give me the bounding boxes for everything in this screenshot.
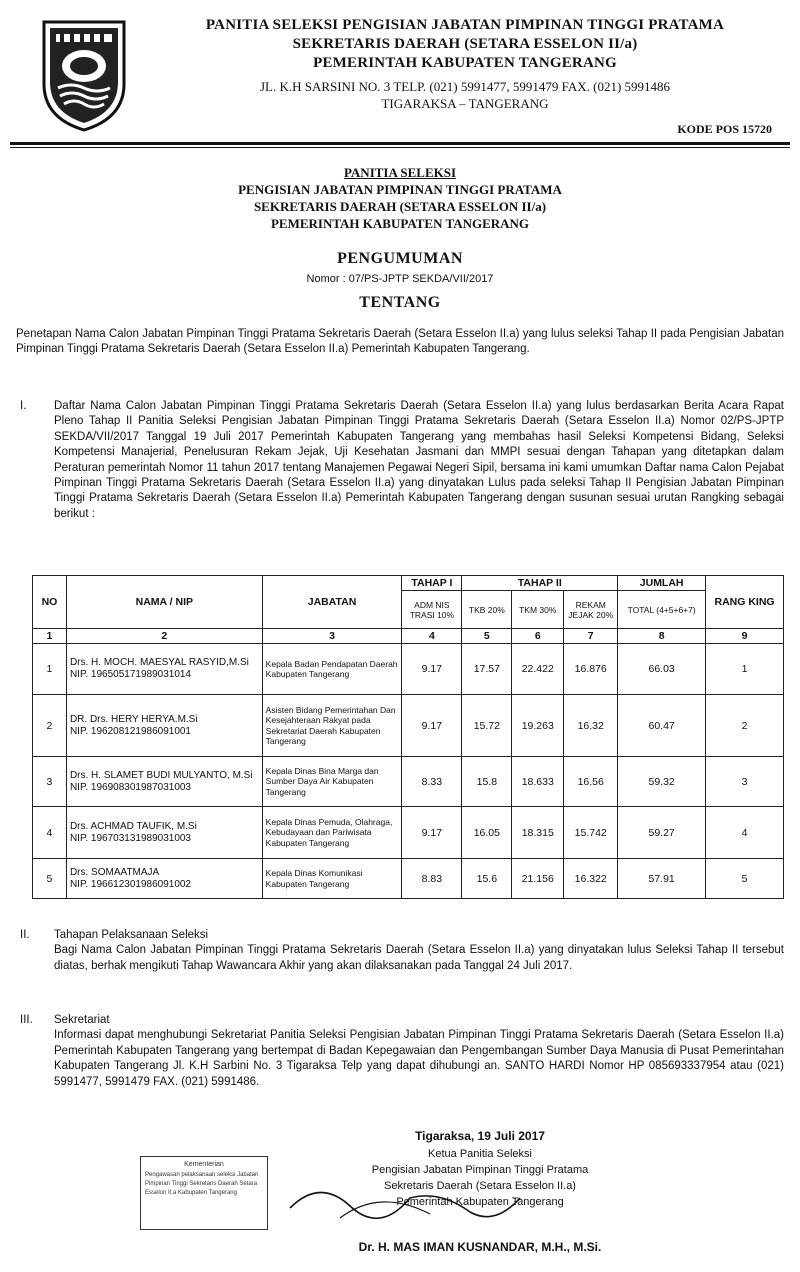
letterhead-divider-thick xyxy=(10,142,790,145)
section-2-number: II. xyxy=(20,929,30,941)
row-total: 60.47 xyxy=(618,695,706,757)
table-row xyxy=(33,644,784,695)
col-header-tahap2: TAHAP II xyxy=(462,576,618,591)
signature-line-1: Ketua Panitia Seleksi xyxy=(428,1148,532,1160)
signature-line-4: Pemerintah Kabupaten Tangerang xyxy=(396,1196,564,1208)
row-total: 57.91 xyxy=(618,859,706,899)
kabupaten-tangerang-emblem xyxy=(38,14,130,132)
intro-paragraph: Penetapan Nama Calon Jabatan Pimpinan Tinggi Pratama Sekretaris Daerah (Setara Esselon II.a) yang lulus seleksi Tahap II pada Pengisian Jabatan Pimpinan Tinggi Pratama Sekretaris Daerah (Setara Esselon II.a) Pemerintah Kabupaten Tangerang. xyxy=(16,328,784,356)
row-adm: 9.17 xyxy=(402,807,462,859)
signatory-name: Dr. H. MAS IMAN KUSNANDAR, M.H., M.Si. xyxy=(358,1240,602,1254)
col-header-nama: NAMA / NIP xyxy=(66,576,262,629)
row-jabatan: Asisten Bidang Pemerintahan Dan Kesejahteraan Rakyat pada Sekretariat Daerah Kabupaten Tangerang xyxy=(262,695,402,757)
row-nama: Drs. H. MOCH. MAESYAL RASYID,M.Si xyxy=(69,657,249,668)
col-header-no: NO xyxy=(33,576,67,629)
col-header-tkb: TKB 20% xyxy=(462,591,512,629)
section-2-heading: Tahapan Pelaksanaan Seleksi xyxy=(54,929,209,941)
section-3-text: Informasi dapat menghubungi Sekretariat Panitia Seleksi Pengisian Jabatan Pimpinan Tinggi Pratama Sekretaris Daerah (Setara Esselon II.a) Pemerintah Kabupaten Tangerang yang bertempat di Badan Kepegawaian dan Pengembangan Sumber Daya Manusia di Pusat Pemerintahan Kabupaten Tangerang Jl. K.H Sarbini No. 3 Tigaraksa Telp yang dapat dihubungi an. SANTO HARDI Nomor HP 085693337954 atau (021) 5991477, 5991479 FAX. (021) 5991486. xyxy=(54,1029,784,1088)
row-nip: NIP. 196208121986091001 xyxy=(69,725,191,737)
table-row xyxy=(33,859,784,899)
row-rank: 2 xyxy=(706,695,784,757)
postal-code: KODE POS 15720 xyxy=(677,122,772,136)
row-nama: Drs. H. SLAMET BUDI MULYANTO, M.Si xyxy=(69,769,253,781)
section-2-text: Bagi Nama Calon Jabatan Pimpinan Tinggi Pratama Sekretaris Daerah (Setara Esselon II.a) yang dinyatakan lulus Seleksi Tahap II tersebut diatas, berhak mengikuti Tahap Wawancara Akhir yang akan dilaksanakan pada Tanggal 24 Juli 2017. xyxy=(54,944,784,972)
col-header-tkm: TKM 30% xyxy=(512,591,564,629)
official-stamp xyxy=(140,1156,268,1230)
section-3 xyxy=(16,1013,784,1090)
committee-subtitle-1: PENGISIAN JABATAN PIMPINAN TINGGI PRATAMA xyxy=(238,182,562,197)
row-rank: 5 xyxy=(706,859,784,899)
row-total: 59.27 xyxy=(618,807,706,859)
row-jabatan: Kepala Dinas Komunikasi Kabupaten Tangerang xyxy=(262,859,402,899)
row-total: 66.03 xyxy=(618,644,706,695)
row-jabatan: Kepala Dinas Bina Marga dan Sumber Daya Air Kabupaten Tangerang xyxy=(262,757,402,807)
col-header-adm: ADM NIS TRASI 10% xyxy=(402,591,462,629)
section-1 xyxy=(16,399,784,522)
row-nama: Drs. ACHMAD TAUFIK, M.Si xyxy=(69,820,197,832)
col-index: 6 xyxy=(512,629,564,644)
row-rekam: 15.742 xyxy=(564,807,618,859)
row-rank: 1 xyxy=(706,644,784,695)
row-nama: Drs. SOMAATMAJA xyxy=(69,866,160,878)
section-1-number: I. xyxy=(20,400,27,412)
row-nama-nip xyxy=(66,695,262,757)
col-index: 8 xyxy=(618,629,706,644)
row-rekam: 16.32 xyxy=(564,695,618,757)
col-header-total: TOTAL (4+5+6+7) xyxy=(618,591,706,629)
ranking-table xyxy=(32,575,784,899)
row-no: 2 xyxy=(33,695,67,757)
letterhead-city: TIGARAKSA – TANGERANG xyxy=(381,96,549,111)
row-nip: NIP. 196612301986091002 xyxy=(69,878,191,890)
row-tkm: 18.633 xyxy=(512,757,564,807)
signature-line-2: Pengisian Jabatan Pimpinan Tinggi Pratama xyxy=(371,1164,589,1176)
col-index: 2 xyxy=(66,629,262,644)
letterhead-line3: PEMERINTAH KABUPATEN TANGERANG xyxy=(313,55,617,71)
row-rank: 3 xyxy=(706,757,784,807)
announcement-number: Nomor : 07/PS-JPTP SEKDA/VII/2017 xyxy=(306,273,494,285)
row-tkb: 15.72 xyxy=(462,695,512,757)
row-jabatan: Kepala Dinas Pemuda, Olahraga, Kebudayaan dan Pariwisata Kabupaten Tangerang xyxy=(262,807,402,859)
letterhead-address: JL. K.H SARSINI NO. 3 TELP. (021) 5991477, 5991479 FAX. (021) 5991486 xyxy=(259,79,671,94)
section-1-text: Daftar Nama Calon Jabatan Pimpinan Tinggi Pratama Sekretaris Daerah (Setara Esselon II.a) yang lulus berdasarkan Berita Acara Rapat Pleno Tahap II Panitia Seleksi Pengisian Jabatan Pimpinan Tinggi Pratama Sekretaris Daerah (Setara Esselon II.a) Nomor 02/PS-JPTP SEKDA/VII/2017 Tanggal 19 Juli 2017 Pemerintah Kabupaten Tangerang yang membahas hasil Seleksi Kompetensi Bidang, Seleksi Kompetensi Manajerial, Penelusuran Rekam Jejak, Uji Kesehatan Jasmani dan MMPI sesuai dengan Tahapan yang ditetapkan dalam Peraturan pemerintah Nomor 11 tahun 2017 tentang Manajemen Pegawai Negeri Sipil, bersama ini kami umumkan Daftar nama Calon Pejabat Pimpinan Tinggi Pratama Sekretaris Daerah (Setara Esselon II.a) yang dinyatakan Lulus pada seleksi Tahap II Pengisian Jabatan Pimpinan Tinggi Pratama Sekretaris Daerah (Setara Esselon II.a) Pemerintah Kabupaten Tangerang dengan susunan sesuai urutan Rangking sebagai berikut : xyxy=(54,400,784,520)
col-header-jumlah: JUMLAH xyxy=(618,576,706,591)
row-nama-nip xyxy=(66,859,262,899)
section-3-heading: Sekretariat xyxy=(54,1014,110,1026)
row-rekam: 16.322 xyxy=(564,859,618,899)
col-index: 7 xyxy=(564,629,618,644)
stamp-text: Pengawasan pelaksanaan seleksi Jabatan Pimpinan Tinggi Sekretaris Daerah Setara Esselon II.a Kabupaten Tangerang xyxy=(145,1172,259,1196)
table-row xyxy=(33,695,784,757)
row-adm: 8.33 xyxy=(402,757,462,807)
row-adm: 9.17 xyxy=(402,644,462,695)
col-index: 5 xyxy=(462,629,512,644)
row-tkm: 22.422 xyxy=(512,644,564,695)
row-tkb: 15.6 xyxy=(462,859,512,899)
row-nama-nip xyxy=(66,807,262,859)
row-nama-nip xyxy=(66,757,262,807)
row-nip: NIP. 196505171989031014 xyxy=(69,669,191,680)
committee-subtitle-3: PEMERINTAH KABUPATEN TANGERANG xyxy=(270,216,530,231)
handwritten-signature xyxy=(280,1168,540,1238)
row-rekam: 16.56 xyxy=(564,757,618,807)
row-no: 3 xyxy=(33,757,67,807)
row-adm: 8.83 xyxy=(402,859,462,899)
row-no: 1 xyxy=(33,644,67,695)
regarding-heading: TENTANG xyxy=(359,294,441,311)
row-adm: 9.17 xyxy=(402,695,462,757)
col-index: 1 xyxy=(33,629,67,644)
row-nip: NIP. 196703131989031003 xyxy=(69,832,191,844)
col-header-jabatan: JABATAN xyxy=(262,576,402,629)
letterhead-divider-thin xyxy=(10,147,790,148)
col-header-tahap1: TAHAP I xyxy=(402,576,462,591)
row-jabatan: Kepala Badan Pendapatan Daerah Kabupaten Tangerang xyxy=(262,644,402,695)
table-row xyxy=(33,757,784,807)
row-tkb: 17.57 xyxy=(462,644,512,695)
row-tkb: 15.8 xyxy=(462,757,512,807)
row-tkm: 18.315 xyxy=(512,807,564,859)
letterhead-line2: SEKRETARIS DAERAH (SETARA ESSELON II/a) xyxy=(292,36,638,52)
row-tkm: 21.156 xyxy=(512,859,564,899)
table-row xyxy=(33,807,784,859)
col-index: 9 xyxy=(706,629,784,644)
row-nama: DR. Drs. HERY HERYA.M.Si xyxy=(69,713,198,725)
col-header-rekam: REKAM JEJAK 20% xyxy=(564,591,618,629)
row-tkb: 16.05 xyxy=(462,807,512,859)
letterhead-line1: PANITIA SELEKSI PENGISIAN JABATAN PIMPINAN TINGGI PRATAMA xyxy=(205,17,725,33)
row-nama-nip xyxy=(66,644,262,695)
announcement-heading: PENGUMUMAN xyxy=(337,250,463,267)
row-rekam: 16.876 xyxy=(564,644,618,695)
row-total: 59.32 xyxy=(618,757,706,807)
section-3-number: III. xyxy=(20,1014,33,1026)
row-no: 4 xyxy=(33,807,67,859)
stamp-title: Kementerian xyxy=(184,1161,224,1168)
column-index-row xyxy=(33,629,784,644)
col-header-rangking: RANG KING xyxy=(706,576,784,629)
col-index: 3 xyxy=(262,629,402,644)
signature-line-3: Sekretaris Daerah (Setara Esselon II.a) xyxy=(384,1180,576,1192)
col-index: 4 xyxy=(402,629,462,644)
row-no: 5 xyxy=(33,859,67,899)
section-2 xyxy=(16,928,784,974)
committee-title: PANITIA SELEKSI xyxy=(343,165,457,180)
signature-place-date: Tigaraksa, 19 Juli 2017 xyxy=(415,1129,545,1143)
row-nip: NIP. 196908301987031003 xyxy=(69,781,191,793)
committee-subtitle-2: SEKRETARIS DAERAH (SETARA ESSELON II/a) xyxy=(253,199,547,214)
letterhead xyxy=(140,16,790,112)
row-rank: 4 xyxy=(706,807,784,859)
row-tkm: 19.263 xyxy=(512,695,564,757)
